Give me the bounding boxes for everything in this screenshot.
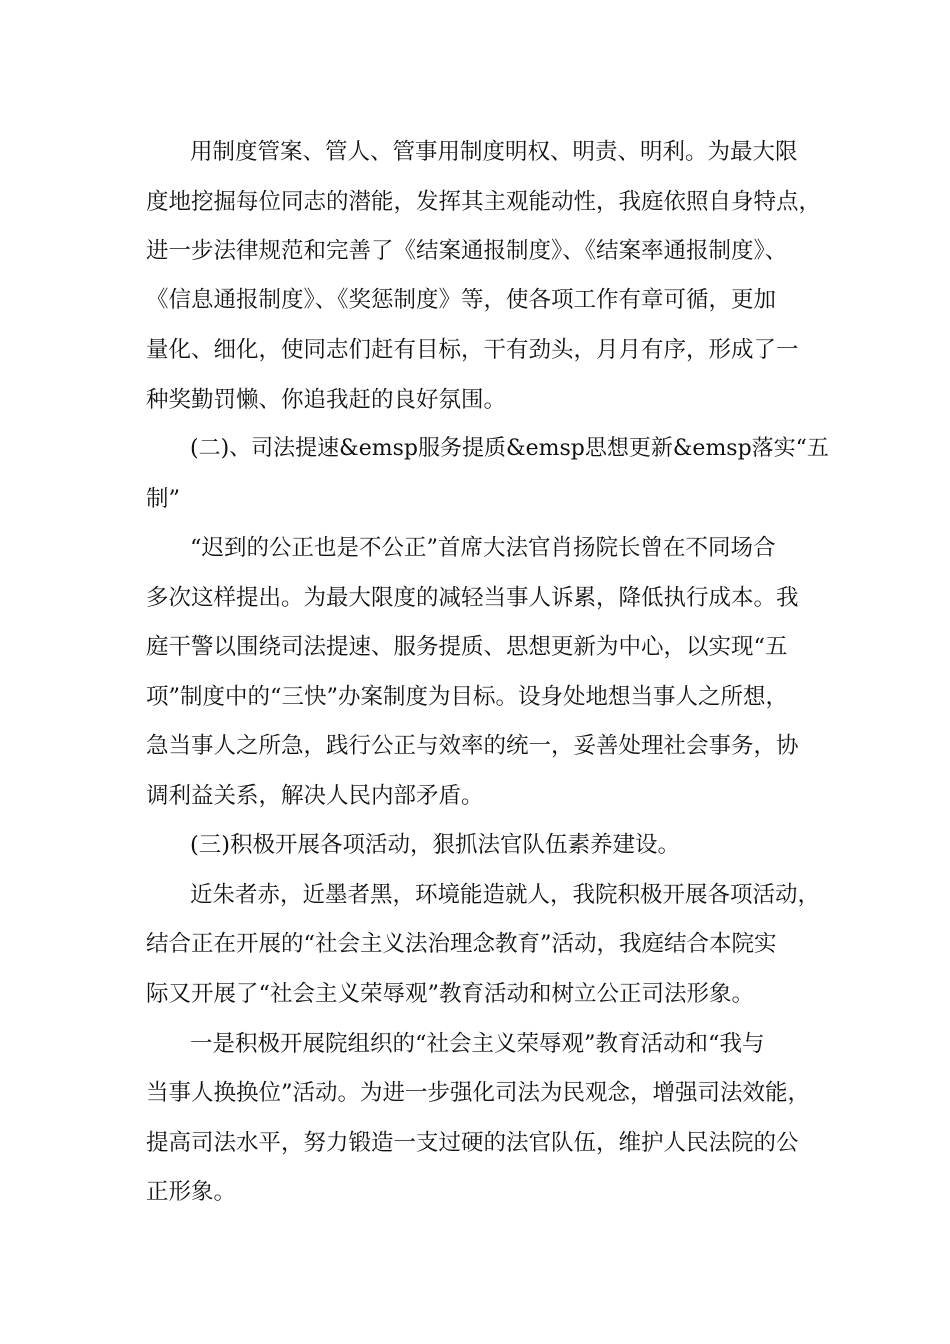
- paragraph-line: 际又开展了“社会主义荣辱观”教育活动和树立公正司法形象。: [146, 981, 755, 1007]
- paragraph-line: 正形象。: [146, 1179, 237, 1205]
- paragraph-line: 量化、细化，使同志们赶有目标，干有劲头，月月有序，形成了一: [146, 337, 799, 363]
- paragraph-line: 结合正在开展的“社会主义法治理念教育”活动，我庭结合本院实: [146, 931, 777, 957]
- paragraph-line: 种奖勤罚懒、你追我赶的良好氛围。: [146, 387, 507, 413]
- paragraph-line: 当事人换换位”活动。为进一步强化司法为民观念，增强司法效能，: [146, 1080, 811, 1106]
- paragraph-line: 多次这样提出。为最大限度的减轻当事人诉累，降低执行成本。我: [146, 585, 799, 611]
- paragraph-line: “迟到的公正也是不公正”首席大法官肖扬院长曾在不同场合: [190, 535, 776, 561]
- paragraph-line: 提高司法水平，努力锻造一支过硬的法官队伍，维护人民法院的公: [146, 1130, 799, 1156]
- paragraph-line: 一是积极开展院组织的“社会主义荣辱观”教育活动和“我与: [190, 1031, 765, 1057]
- paragraph-line: 庭干警以围绕司法提速、服务提质、思想更新为中心，以实现“五: [146, 634, 788, 660]
- paragraph-line: 近朱者赤，近墨者黑，环境能造就人，我院积极开展各项活动，: [190, 882, 821, 908]
- paragraph-line: 项”制度中的“三快”办案制度为目标。设身处地想当事人之所想，: [146, 684, 789, 710]
- paragraph-line: 用制度管案、管人、管事用制度明权、明责、明利。为最大限: [190, 139, 798, 165]
- paragraph-line: 度地挖掘每位同志的潜能，发挥其主观能动性，我庭依照自身特点，: [146, 189, 822, 215]
- section-heading: (二)、司法提速&emsp服务提质&emsp思想更新&emsp落实“五: [190, 436, 829, 461]
- paragraph-line: 《信息通报制度》、《奖惩制度》等，使各项工作有章可循，更加: [146, 287, 777, 313]
- section-heading: (三)积极开展各项活动，狠抓法官队伍素养建设。: [190, 832, 681, 858]
- paragraph-line: 急当事人之所急，践行公正与效率的统一，妥善处理社会事务，协: [146, 733, 799, 759]
- paragraph-line: 调利益关系，解决人民内部矛盾。: [146, 783, 484, 809]
- section-heading-continued: 制”: [146, 486, 181, 512]
- paragraph-line: 进一步法律规范和完善了《结案通报制度》、《结案率通报制度》、: [146, 238, 788, 264]
